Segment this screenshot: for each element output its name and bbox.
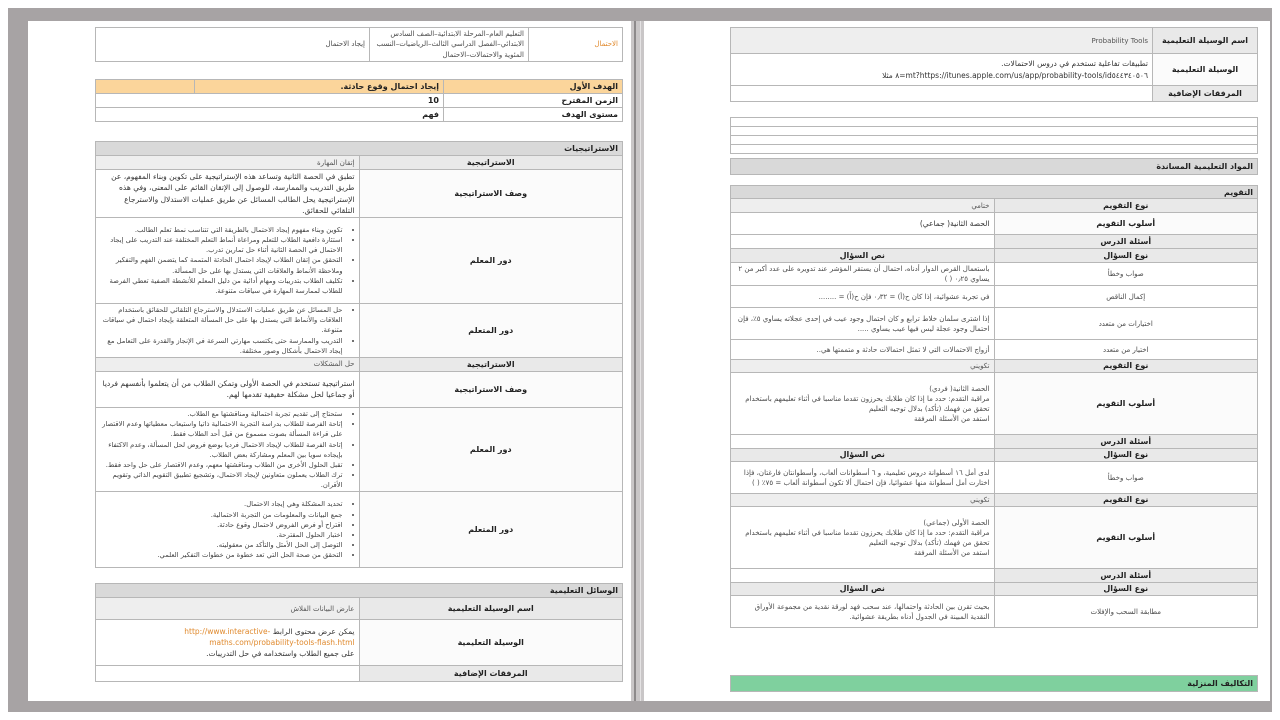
level-value: فهم (96, 108, 444, 122)
assessment2-method-1: الحصة الثانية( فردي) (929, 384, 990, 393)
strategy2-desc: استراتيجية تستخدم في الحصة الأولى وتمكن الطلاب من أن يتعلموا بأنفسهم فرديا أو جماعيا لحل مشكلة حقيقية تقدمها لهم. (96, 371, 360, 407)
question-text: في تجربة عشوائية، إذا كان ح(أ) = ٠٫٣٢ فإن ح(أَ) = ........ (731, 286, 995, 308)
media-name-value: عارض البيانات الفلاش (96, 598, 360, 620)
lesson-path-text: التعليم العام–المرحلة الابتدائية–الصف السادس الابتدائي–الفصل الدراسي الثالث–الرياضيات–النسب المئوية والاحتمالات–الاحتمال (370, 28, 529, 62)
list-item: • اختبار الحلول المقترحة. (100, 530, 343, 540)
list-item: • ستحتاج إلى تقديم تجربة احتمالية ومناقشتها مع الطلاب. (100, 409, 343, 419)
list-item: • اقتراح أو فرض الفروض لاحتمال وقوع حادثة. (100, 520, 343, 530)
question-text: لدى أمل ١٦ أسطوانة دروس تعليمية، و ٦ أسطوانات ألعاب، وأسطوانتان فارغتان، فإذا اختارت أمل أسطوانة منها عشوائيا، فإن احتمال ألا تكون أسطوانة ألعاب = ٧٥٪ ( ) (731, 462, 995, 494)
strategy2-teacher-label: دور المعلم (359, 407, 623, 492)
question-type: اختيارات من متعدد (994, 308, 1258, 340)
assessment2-method-3: استفد من الأسئلة المرفقة (913, 414, 990, 423)
lesson-name-text: إيجاد الاحتمال (96, 28, 370, 62)
attachments-blank-table (730, 117, 1258, 154)
question-text: بحيث تقرن بين الحادثة واحتمالها، عند سحب فهد لورقة نقدية من مجموعة الأوراق النقدية المبينة في الجدول أدناه بطريقة عشوائية. (731, 596, 995, 628)
strategies-header: الاستراتيجيات (96, 142, 623, 156)
assessment3-method-label: أسلوب التقويم (994, 507, 1258, 569)
questions2-label: أسئلة الدرس (994, 435, 1258, 449)
qtext-label: نص السؤال (731, 449, 995, 462)
assessment-header: التقويم (731, 186, 1258, 199)
question-type: إكمال الناقص (994, 286, 1258, 308)
qtype-label: نوع السؤال (994, 449, 1258, 462)
goal-value: إيجاد احتمال وقوع حادثة. (195, 80, 444, 94)
strategy1-desc-label: وصف الاستراتيجية (359, 170, 623, 218)
strategies-table (95, 141, 623, 568)
assessment2-type: تكويني (731, 360, 995, 373)
assessment3-method-1: الحصة الأولى (جماعي) (923, 518, 990, 527)
media-tool-label: الوسيلة التعليمية (359, 620, 623, 666)
list-item: • تكوين وبناء مفهوم إيجاد الاحتمال بالطريقة التي تتناسب نمط تعلم الطالب. (100, 225, 343, 235)
strategy2-name: حل المشكلات (96, 357, 360, 371)
assessment2-method-label: أسلوب التقويم (994, 373, 1258, 435)
assessment-table (730, 185, 1258, 628)
list-item: • التحقق من إتقان الطلاب لإيجاد احتمال الحادثة المتممة كما يتضمن الفهم والتفكير وملاحظة الأنماط والعلاقات التي يستدل بها على حل المسألة. (100, 255, 343, 275)
strategy2-desc-label: وصف الاستراتيجية (359, 371, 623, 407)
goal-table (95, 79, 623, 122)
assessment3-type: تكويني (731, 494, 995, 507)
media-tool-link[interactable]: https://itunes.apple.com/us/app/probability-tools/id٥٤٤٣٤٠٥٠٦?mt=٨ مثلا (882, 70, 1148, 80)
question-type: صواب وخطأ (994, 263, 1258, 286)
level-label: مستوى الهدف (444, 108, 623, 122)
qtext-label: نص السؤال (731, 249, 995, 263)
assessment3-type-label: نوع التقويم (994, 494, 1258, 507)
media-attachments-label: المرفقات الإضافية (1153, 86, 1258, 102)
viewer-background (8, 8, 1272, 712)
assessment2-method-2: مراقبة التقدم: حدد ما إذا كان طلابك يحرزون تقدما مناسبا في أثناء تعليمهم باستخدام تحقق من فهمك (تأكد) بدلال توجيه التعليم (745, 394, 990, 413)
list-item: • التدريب والممارسة حتى يكتسب مهارتي السرعة في الإنجاز والقدرة على التعامل مع إيجاد الاحتمال بأشكال وصور مختلفة. (100, 336, 343, 356)
list-item: • إتاحة الفرصة للطلاب لإيجاد الاحتمال فرديا بوضع فروض لحل المسألة، وعدم الاكتفاء بإيجاده سويا بين المعلم ومشاركة بعض الطلاب. (100, 440, 343, 460)
media-tool-link[interactable]: http://www.interactive-maths.com/probability-tools-flash.html (184, 626, 355, 647)
list-item: • التوصل إلى الحل الأمثل والتأكد من معقوليته. (100, 540, 343, 550)
strategy1-teacher-label: دور المعلم (359, 218, 623, 304)
questions3-label: أسئلة الدرس (994, 569, 1258, 583)
media-tool-text: يمكن عرض محتوى الرابط (272, 626, 355, 636)
page-divider (631, 21, 644, 701)
goal-label: الهدف الأول (444, 80, 623, 94)
media-name-value: Probability Tools (731, 28, 1153, 54)
question-text: أزواج الاحتمالات التي لا تمثل احتمالات حادثة و متممتها هي.. (731, 340, 995, 360)
media-name-label: اسم الوسيلة التعليمية (359, 598, 623, 620)
qtext-label: نص السؤال (731, 583, 995, 596)
qtype-label: نوع السؤال (994, 249, 1258, 263)
media-tool-text2: على جميع الطلاب واستخدامه في حل التدريبات. (206, 649, 355, 659)
media-name-label: اسم الوسيلة التعليمية (1153, 28, 1258, 54)
media-table-right (730, 27, 1258, 102)
time-value: 10 (96, 94, 444, 108)
strategy1-teacher-list (100, 225, 355, 296)
topic-text: الاحتمال (594, 40, 618, 49)
list-item: • التحقق من صحة الحل التي تعد خطوة من خطوات التفكير العلمي. (100, 550, 343, 560)
list-item: • إتاحة الفرصة للطلاب بدراسة التجربة الاحتمالية ذاتيا واستيعاب معطياتها وعدم الاقتصار على قراءة المسألة بصوت مسموع من قبل أحد الطلاب فقط. (100, 419, 343, 439)
media-table-left (95, 583, 623, 682)
strategy2-label: الاستراتيجية (359, 357, 623, 371)
assessment1-method: الحصة الثانية( جماعي) (731, 213, 995, 235)
document-page-right[interactable] (644, 21, 1270, 701)
question-type: مطابقة السحب والإفلات (994, 596, 1258, 628)
assessment3-method-3: استفد من الأسئلة المرفقة (913, 548, 990, 557)
qtype-label: نوع السؤال (994, 583, 1258, 596)
question-text: باستعمال القرص الدوار أدناه، احتمال أن يستقر المؤشر عند تدويره على عدد أكبر من ٢ يساوي ٠٫٢٥ ( ) (731, 263, 995, 286)
strategy2-learner-list (100, 499, 355, 560)
strategy2-teacher-list (100, 409, 355, 491)
homework-table (730, 675, 1258, 692)
assessment1-method-label: أسلوب التقويم (994, 213, 1258, 235)
question-text: إذا اشترى سلمان خلاط ترابع و كان احتمال وجود عيب في إحدى عجلاته يساوي ٥٪، فإن احتمال وجود عجلة ليس فيها عيب يساوي ..... (731, 308, 995, 340)
aux-materials-header: المواد التعليمية المساندة (731, 159, 1258, 175)
questions1-label: أسئلة الدرس (994, 235, 1258, 249)
homework-header: التكاليف المنزلية (731, 676, 1258, 692)
strategy1-name: إتقان المهارة (96, 156, 360, 170)
list-item: • جمع البيانات والمعلومات من التجربة الاحتمالية. (100, 510, 343, 520)
media-tool-text: تطبيقات تفاعلية تستخدم في دروس الاحتمالات. (1001, 59, 1148, 69)
lesson-info-table (95, 27, 623, 62)
media-tool-label: الوسيلة التعليمية (1153, 54, 1258, 86)
strategy1-label: الاستراتيجية (359, 156, 623, 170)
question-type: اختيار من متعدد (994, 340, 1258, 360)
strategy1-desc: تطبق في الحصة الثانية وتساعد هذه الإستراتيجية على تكوين وبناء المفهوم، عن طريق التدريب والممارسة، للوصول إلى الإتقان القائم على المعنى، وفي هذه الإستراتيجية يحل الطالب المسائل عن طريق عمليات الاستدلال والاسترجاع التلقائي للحقائق. (96, 170, 360, 218)
list-item: • استثارة دافعية الطلاب للتعلم ومراعاة أنماط التعلم المختلفة عند التدريب على إيجاد الاحتمال في الحصة الثانية أثناء حل تمارين تدرب. (100, 235, 343, 255)
media-attachments-label: المرفقات الإضافية (359, 666, 623, 682)
time-label: الزمن المقترح (444, 94, 623, 108)
list-item: • ترك الطلاب يعملون متعاونين لإيجاد الاحتمال، وتشجيع تطبيق التقويم الذاتي وتقويم الأقران. (100, 470, 343, 490)
strategy1-learner-label: دور المتعلم (359, 304, 623, 358)
aux-materials-table (730, 158, 1258, 175)
list-item: • تقبل الحلول الأخرى من الطلاب ومناقشتها معهم، وعدم الاقتصار على حل واحد فقط. (100, 460, 343, 470)
assessment1-type-label: نوع التقويم (994, 199, 1258, 213)
list-item: • تحديد المشكلة وهي إيجاد الاحتمال. (100, 499, 343, 509)
assessment3-method-2: مراقبة التقدم: حدد ما إذا كان طلابك يحرزون تقدما مناسبا في أثناء تعليمهم باستخدام تحقق من فهمك (تأكد) بدلال توجيه التعليم (745, 528, 990, 547)
strategy2-learner-label: دور المتعلم (359, 492, 623, 568)
assessment1-type: ختامي (731, 199, 995, 213)
question-type: صواب وخطأ (994, 462, 1258, 494)
media-header: الوسائل التعليمية (96, 584, 623, 598)
document-page-left[interactable] (28, 21, 631, 701)
list-item: • تكليف الطلاب بتدريبات ومهام أدائية من دليل المعلم للأنشطة الصفية تعطي الفرصة للطلاب لممارسة المهارة في سياقات متنوعة. (100, 276, 343, 296)
assessment2-type-label: نوع التقويم (994, 360, 1258, 373)
list-item: • حل المسائل عن طريق عمليات الاستدلال والاسترجاع التلقائي للحقائق باستخدام العلاقات والأنماط التي يستدل بها على حل المسألة المتعلقة بإيجاد احتمال في سياقات متنوعة. (100, 305, 343, 336)
strategy1-learner-list (100, 305, 355, 356)
